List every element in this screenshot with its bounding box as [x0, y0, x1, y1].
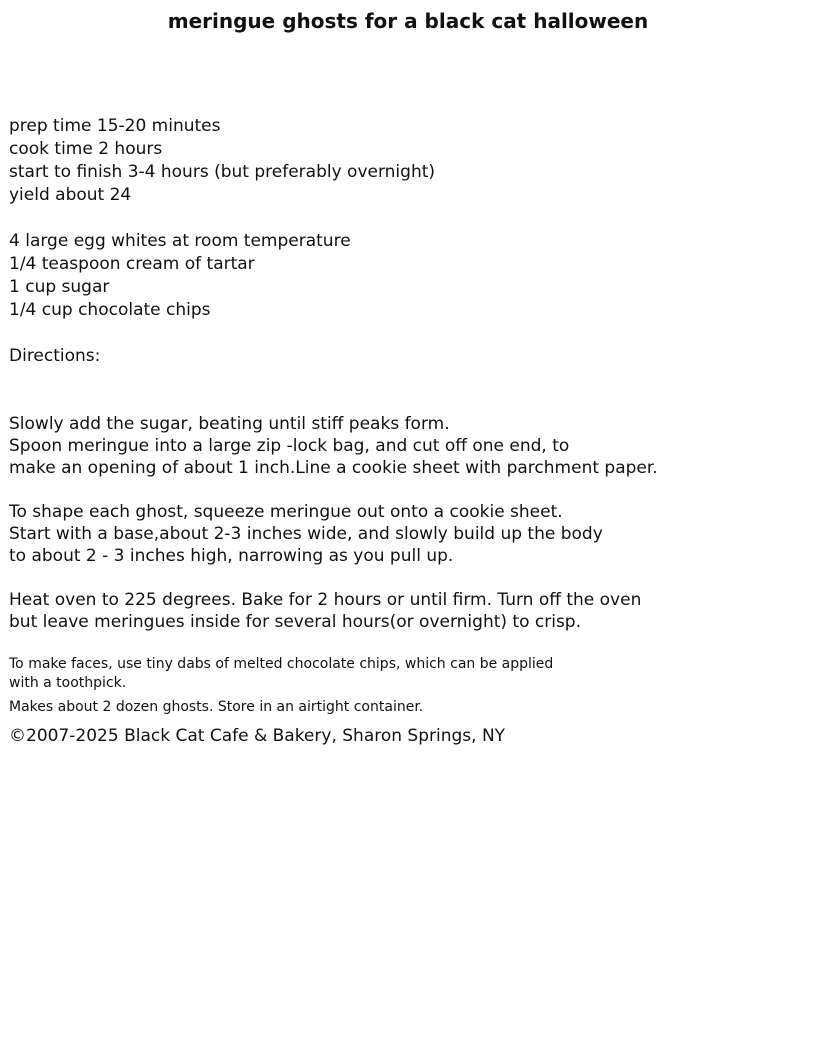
direction-line: make an opening of about 1 inch.Line a cookie sheet with parchment paper. — [9, 458, 658, 478]
direction-line: Heat oven to 225 degrees. Bake for 2 hours or until firm. Turn off the oven — [9, 590, 642, 610]
direction-line: To shape each ghost, squeeze meringue out onto a cookie sheet. — [9, 502, 563, 522]
start-to-finish: start to finish 3-4 hours (but preferably overnight) — [9, 162, 436, 182]
makes-note-block — [9, 698, 423, 717]
copyright: ©2007-2025 Black Cat Cafe & Bakery, Sharon Springs, NY — [9, 726, 506, 746]
direction-line: Slowly add the sugar, beating until stiff peaks form. — [9, 414, 450, 434]
ingredient-item: 1/4 cup chocolate chips — [9, 300, 211, 320]
ingredient-item: 1 cup sugar — [9, 277, 110, 297]
cook-time: cook time 2 hours — [9, 139, 163, 159]
direction-step-3 — [9, 589, 641, 633]
yield: yield about 24 — [9, 185, 132, 205]
direction-line: Start with a base,about 2-3 inches wide, and slowly build up the body — [9, 524, 603, 544]
direction-step-1 — [9, 413, 658, 479]
direction-line: but leave meringues inside for several hours(or overnight) to crisp. — [9, 612, 582, 632]
direction-line: to about 2 - 3 inches high, narrowing as you pull up. — [9, 546, 454, 566]
copyright-block — [9, 725, 505, 747]
directions-heading-block — [9, 345, 100, 368]
direction-line: Spoon meringue into a large zip -lock bag, and cut off one end, to — [9, 436, 570, 456]
ingredient-item: 1/4 teaspoon cream of tartar — [9, 254, 255, 274]
ingredient-item: 4 large egg whites at room temperature — [9, 231, 351, 251]
recipe-meta — [9, 115, 435, 207]
direction-step-2 — [9, 501, 603, 567]
makes-note: Makes about 2 dozen ghosts. Store in an airtight container. — [9, 699, 424, 715]
note-line: To make faces, use tiny dabs of melted chocolate chips, which can be applied — [9, 656, 554, 672]
ingredients-list — [9, 230, 351, 322]
recipe-title: meringue ghosts for a black cat halloween — [167, 9, 649, 33]
prep-time: prep time 15-20 minutes — [9, 116, 221, 136]
faces-note — [9, 655, 553, 693]
directions-heading: Directions: — [9, 346, 101, 366]
note-line: with a toothpick. — [9, 675, 127, 691]
